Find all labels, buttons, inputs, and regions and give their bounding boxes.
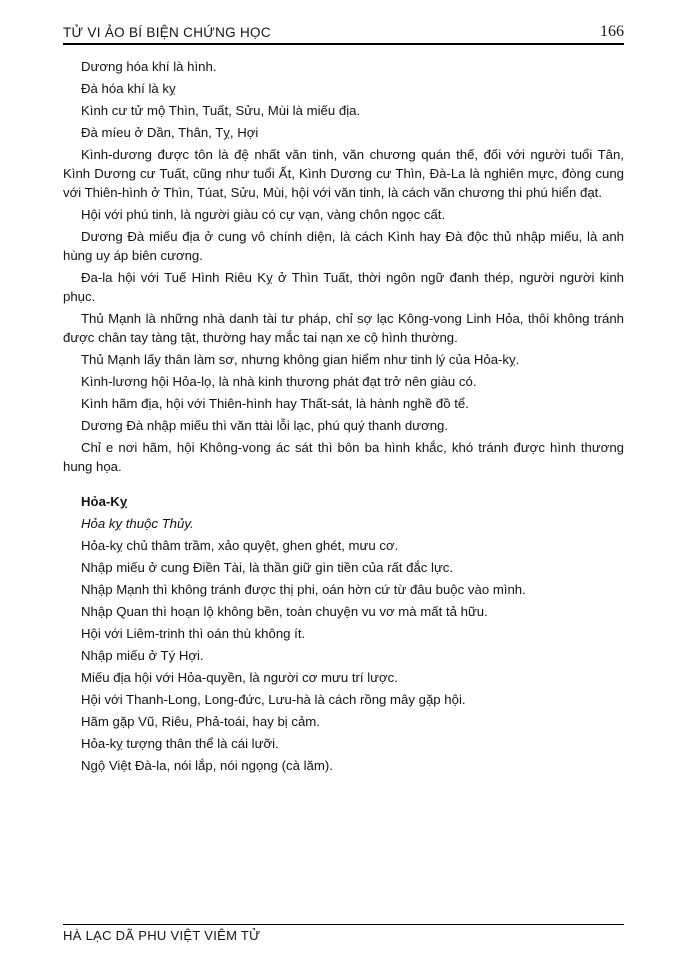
paragraph: Thủ Mạnh lấy thân làm sơ, nhưng không gian hiểm như tinh lý của Hỏa-kỵ. — [81, 352, 520, 367]
paragraph: Nhập Quan thì hoạn lộ không bền, toàn chuyện vu vơ mà mất tả hữu. — [81, 604, 488, 619]
paragraph: Kình-lương hội Hỏa-lọ, là nhà kinh thương phát đạt trở nên giàu có. — [81, 374, 477, 389]
paragraph: Hội với Liêm-trinh thì oán thù không ít. — [81, 626, 306, 641]
paragraph: Kình cư tử mộ Thìn, Tuất, Sửu, Mùi là miếu địa. — [81, 103, 361, 118]
running-head-title: TỬ VI ẢO BÍ BIỆN CHỨNG HỌC — [63, 25, 271, 40]
paragraph: Nhập Mạnh thì không tránh được thị phi, oán hờn cứ từ đâu buộc vào mình. — [81, 582, 526, 597]
paragraph: Chỉ e nơi hãm, hội Không-vong ác sát thì bôn ba hình khắc, khó tránh được hình thương hung họa. — [63, 440, 624, 474]
page-number: 166 — [600, 23, 624, 40]
paragraph: Ngộ Việt Đà-la, nói lắp, nói ngọng (cà lăm). — [81, 758, 333, 773]
paragraph: Nhập miếu ở cung Điền Tài, là thần giữ gìn tiền của rất đắc lực. — [81, 560, 454, 575]
paragraph: Hãm gặp Vũ, Riêu, Phả-toái, hay bị cảm. — [81, 714, 320, 729]
paragraph: Đà míeu ở Dần, Thân, Tỵ, Hợi — [81, 125, 259, 140]
paragraph: Dương Đà nhập miếu thì văn ttài lỗi lạc, phú quý thanh dương. — [81, 418, 449, 433]
paragraph: Dương hóa khí là hình. — [81, 59, 217, 74]
paragraph: Đa-la hội với Tuế Hình Riêu Kỵ ở Thìn Tuất, thời ngôn ngữ đanh thép, người người kinh phục. — [63, 270, 624, 304]
paragraph: Đà hóa khí là kỵ — [81, 81, 176, 96]
page-footer — [63, 924, 624, 943]
paragraph: Dương Đà miếu địa ở cung vô chính diện, là cách Kình hay Đà độc thủ nhập miếu, là anh hùng uy áp biên cương. — [63, 229, 624, 263]
paragraph: Kình-dương được tôn là đệ nhất văn tinh, văn chương quán thế, đối với người tuổi Tân, Kình Dương cư Tuất, cũng như tuổi Ất, Kình Dương cư Thìn, Đà-La là nghiên mực, đòng cung với Thiên-hình ở Thìn, Túat, Sửu, Mùi, hội với văn tinh, là cách văn chương thi phú hiển đạt. — [63, 147, 624, 200]
paragraph: Miếu địa hội với Hỏa-quyền, là người cơ mưu trí lược. — [81, 670, 398, 685]
paragraph: Thủ Mạnh là những nhà danh tài tư pháp, chỉ sợ lạc Kông-vong Linh Hỏa, thôi không tránh được chân tay tàng tật, thường hay mắc tai nạn xe cộ hình thường. — [63, 311, 624, 345]
paragraph: Hội với phú tinh, là người giàu có cự vạn, vàng chôn ngọc cất. — [81, 207, 446, 222]
page-body — [63, 54, 624, 778]
paragraph: Hỏa-kỵ tượng thân thể là cái lưỡi. — [81, 736, 279, 751]
page-header — [63, 24, 624, 45]
footer-author-line: HÀ LẠC DÃ PHU VIỆT VIÊM TỬ — [63, 928, 261, 943]
paragraph: Nhập miếu ở Tý Hợi. — [81, 648, 204, 663]
paragraph: Hỏa-kỵ chủ thâm trầm, xảo quyệt, ghen ghét, mưu cơ. — [81, 538, 399, 553]
paragraph: Hội với Thanh-Long, Long-đức, Lưu-hà là cách rồng mây gặp hội. — [81, 692, 466, 707]
paragraph: Kình hãm địa, hội với Thiên-hình hay Thất-sát, là hành nghề đồ tể. — [81, 396, 469, 411]
section-heading: Hỏa-Kỵ — [81, 494, 128, 509]
paragraph: Hỏa kỵ thuộc Thủy. — [81, 516, 194, 531]
